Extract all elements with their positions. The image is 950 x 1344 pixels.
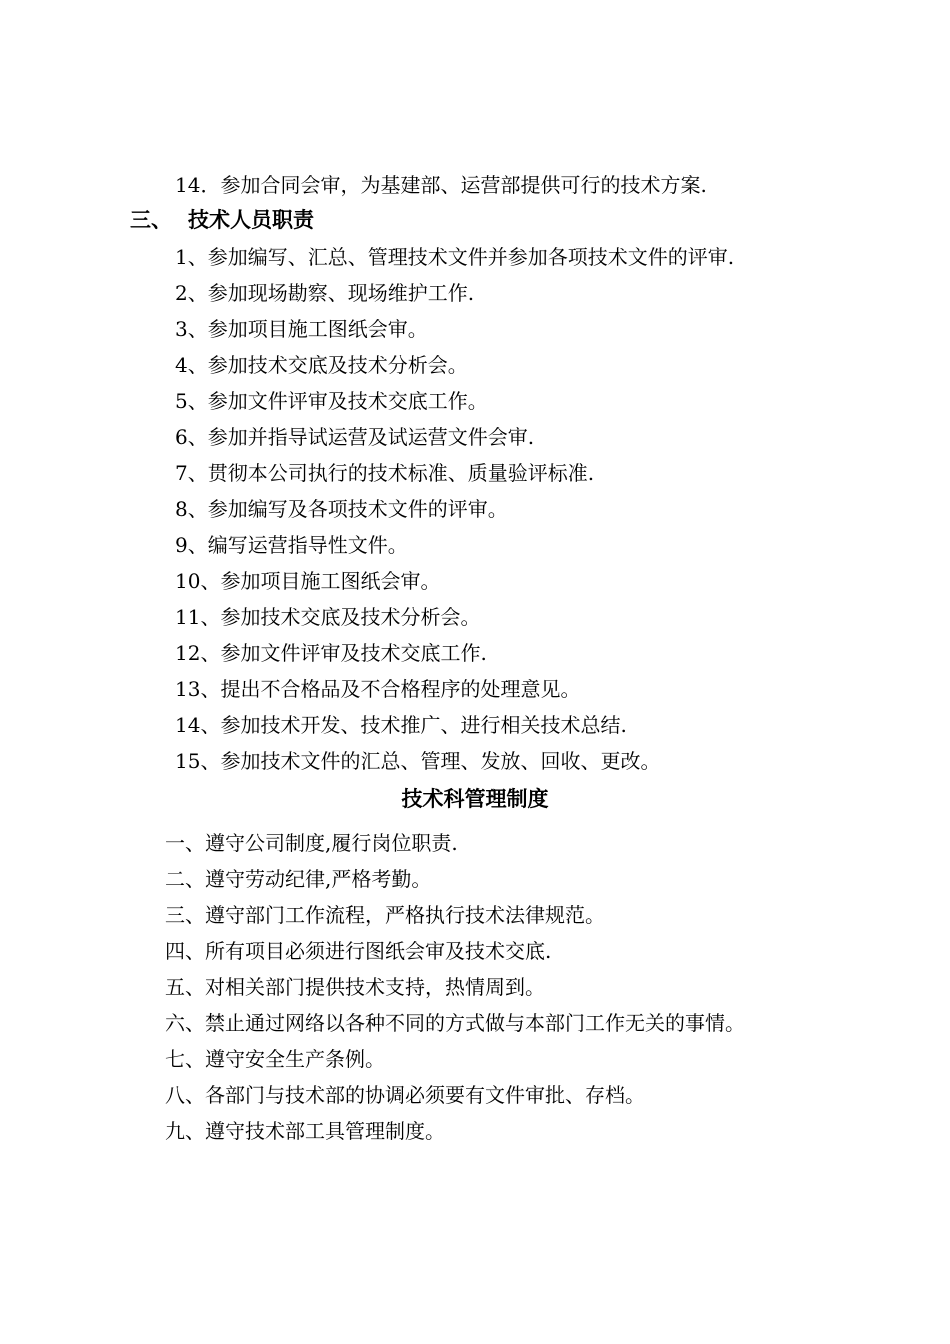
list-item: 四、所有项目必须进行图纸会审及技术交底. [165, 939, 552, 963]
section-title: 技术人员职责 [188, 207, 314, 232]
list-item: 一、遵守公司制度,履行岗位职责. [165, 831, 458, 855]
list-item: 15、参加技术文件的汇总、管理、发放、回收、更改。 [175, 749, 661, 773]
policy-title: 技术科管理制度 [401, 786, 549, 811]
list-item: 八、各部门与技术部的协调必须要有文件审批、存档。 [165, 1083, 645, 1107]
list-item: 六、禁止通过网络以各种不同的方式做与本部门工作无关的事情。 [165, 1011, 745, 1035]
list-item: 2、参加现场勘察、现场维护工作. [175, 281, 475, 305]
section-heading [130, 207, 314, 233]
list-item: 5、参加文件评审及技术交底工作。 [175, 389, 488, 413]
list-item: 五、对相关部门提供技术支持，热情周到。 [165, 975, 545, 999]
list-item: 10、参加项目施工图纸会审。 [175, 569, 441, 593]
list-item: 九、遵守技术部工具管理制度。 [165, 1119, 445, 1143]
list-item: 9、编写运营指导性文件。 [175, 533, 408, 557]
list-item: 3、参加项目施工图纸会审。 [175, 317, 428, 341]
list-item: 三、遵守部门工作流程，严格执行技术法律规范。 [165, 903, 605, 927]
list-item: 7、贯彻本公司执行的技术标准、质量验评标准. [175, 461, 595, 485]
list-item: 8、参加编写及各项技术文件的评审。 [175, 497, 508, 521]
list-item: 二、遵守劳动纪律,严格考勤。 [165, 867, 432, 891]
intro-item: 14．参加合同会审，为基建部、运营部提供可行的技术方案. [175, 173, 707, 197]
list-item: 6、参加并指导试运营及试运营文件会审. [175, 425, 535, 449]
list-item: 4、参加技术交底及技术分析会。 [175, 353, 468, 377]
section-number: 三、 [130, 207, 172, 232]
list-item: 13、提出不合格品及不合格程序的处理意见。 [175, 677, 581, 701]
list-item: 14、参加技术开发、技术推广、进行相关技术总结. [175, 713, 627, 737]
list-item: 1、参加编写、汇总、管理技术文件并参加各项技术文件的评审. [175, 245, 735, 269]
list-item: 11、参加技术交底及技术分析会。 [175, 605, 481, 629]
list-item: 12、参加文件评审及技术交底工作. [175, 641, 487, 665]
list-item: 七、遵守安全生产条例。 [165, 1047, 385, 1071]
